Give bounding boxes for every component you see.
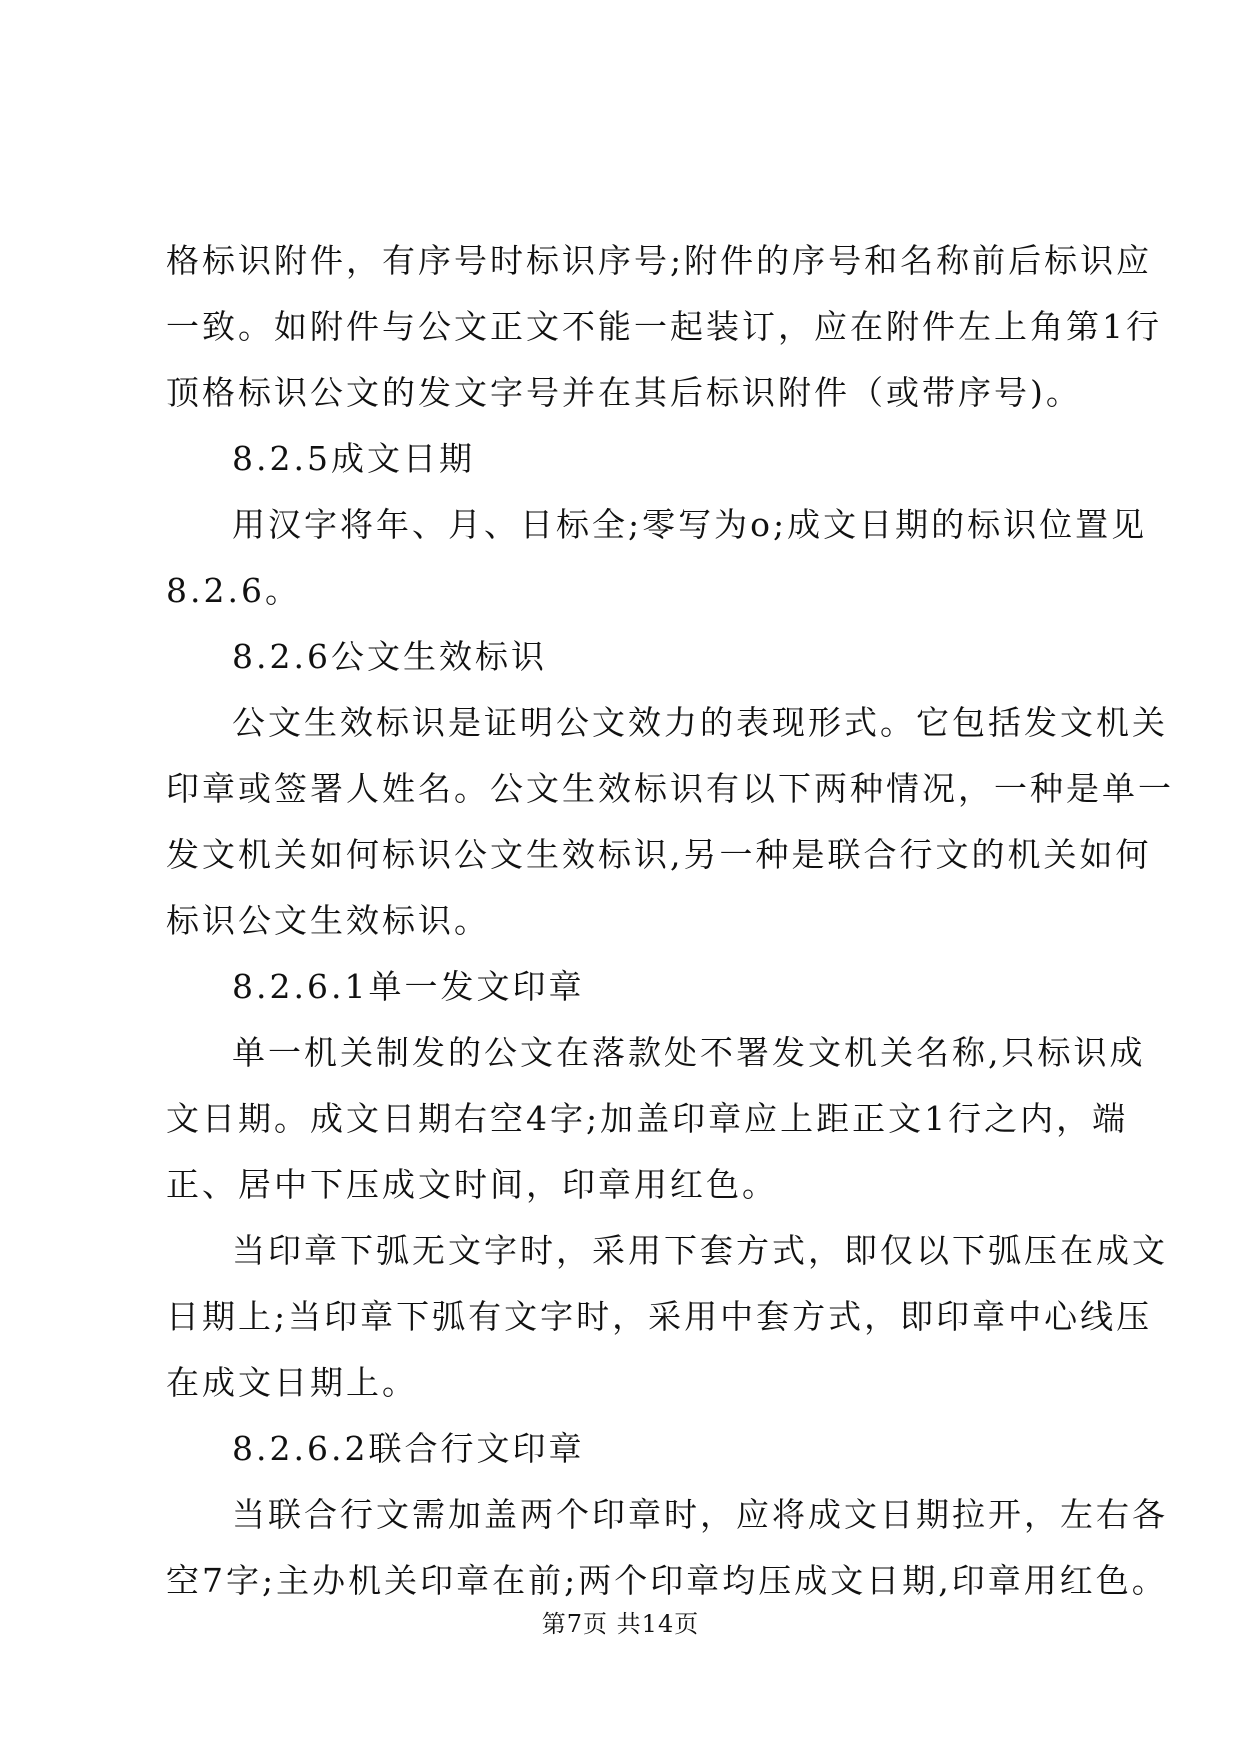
text-line: 用汉字将年、月、日标全;零写为o;成文日期的标识位置见 [232, 505, 1148, 544]
text-line: 日期上;当印章下弧有文字时，采用中套方式，即印章中心线压 [166, 1297, 1153, 1336]
text-line: 发文机关如何标识公文生效标识,另一种是联合行文的机关如何 [166, 835, 1152, 874]
text-line: 在成文日期上。 [166, 1363, 418, 1402]
text-line: 单一机关制发的公文在落款处不署发文机关名称,只标识成 [232, 1033, 1146, 1072]
text-line: 公文生效标识是证明公文效力的表现形式。它包括发文机关 [232, 703, 1168, 742]
page-footer: 第7页 共14页 [541, 1610, 700, 1638]
text-line: 印章或签署人姓名。公文生效标识有以下两种情况，一种是单一 [166, 769, 1174, 808]
text-line: 标识公文生效标识。 [166, 901, 490, 940]
text-line: 空7字;主办机关印章在前;两个印章均压成文日期,印章用红色。 [166, 1561, 1168, 1600]
text-line: 文日期。成文日期右空4字;加盖印章应上距正文1行之内，端 [166, 1099, 1129, 1138]
text-line: 8.2.6。 [166, 571, 301, 610]
text-line: 格标识附件，有序号时标识序号;附件的序号和名称前后标识应 [166, 241, 1153, 280]
section-heading-8-2-5: 8.2.5成文日期 [232, 439, 475, 478]
text-line: 一致。如附件与公文正文不能一起装订，应在附件左上角第1行 [166, 307, 1162, 346]
section-heading-8-2-6: 8.2.6公文生效标识 [232, 637, 547, 676]
text-line: 当印章下弧无文字时，采用下套方式，即仅以下弧压在成文 [232, 1231, 1168, 1270]
text-line: 顶格标识公文的发文字号并在其后标识附件（或带序号)。 [166, 373, 1082, 412]
section-heading-8-2-6-2: 8.2.6.2联合行文印章 [232, 1429, 585, 1468]
body-text [166, 228, 1174, 1614]
text-line: 当联合行文需加盖两个印章时，应将成文日期拉开，左右各 [232, 1495, 1168, 1534]
section-heading-8-2-6-1: 8.2.6.1单一发文印章 [232, 967, 585, 1006]
text-line: 正、居中下压成文时间，印章用红色。 [166, 1165, 778, 1204]
